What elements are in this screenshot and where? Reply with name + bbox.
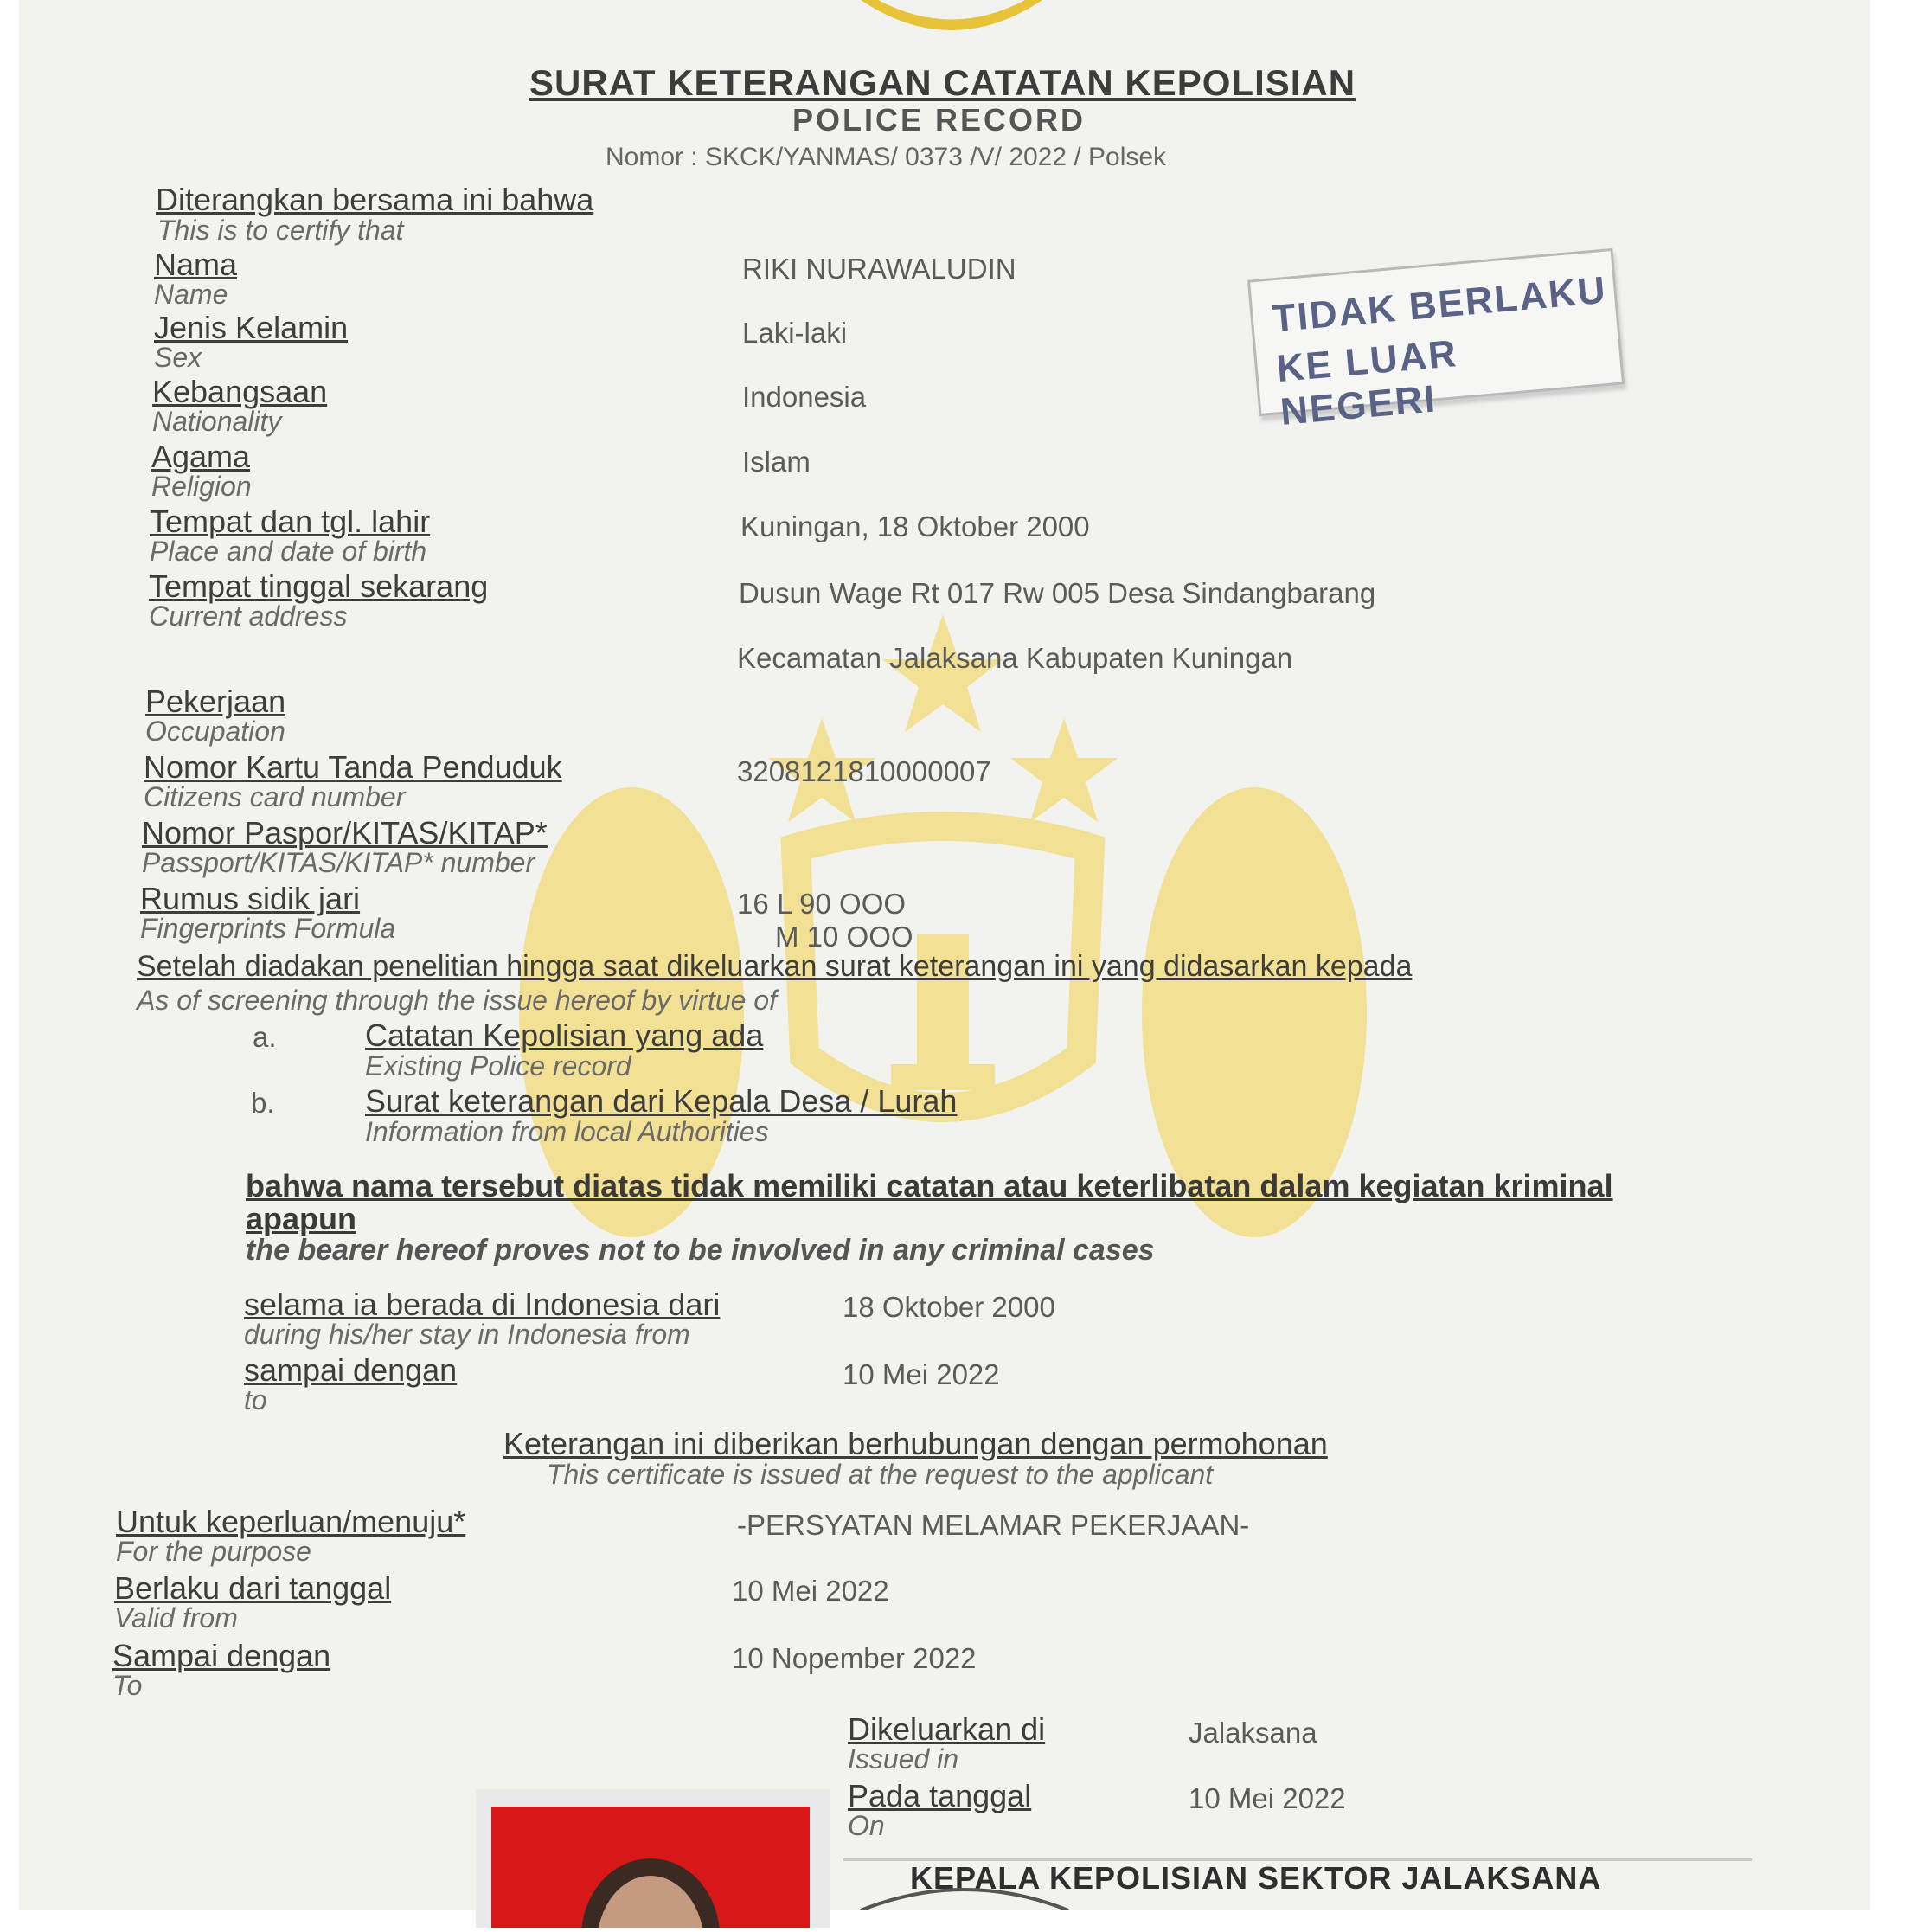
statement-line-1: bahwa nama tersebut diatas tidak memiliki catatan atau keterlibatan dalam kegiatan kriminal <box>246 1168 1613 1203</box>
stay-to-value: 10 Mei 2022 <box>843 1358 1000 1390</box>
document-subtitle: POLICE RECORD <box>792 102 1086 138</box>
intro-en: This is to certify that <box>157 215 404 246</box>
field-value: Dusun Wage Rt 017 Rw 005 Desa Sindangbarang <box>739 577 1376 609</box>
stay-to-label: sampai dengan <box>244 1352 458 1388</box>
field-value: RIKI NURAWALUDIN <box>742 253 1016 285</box>
field-value: Kuningan, 18 Oktober 2000 <box>740 510 1090 542</box>
field-value-2: Kecamatan Jalaksana Kabupaten Kuningan <box>737 642 1293 674</box>
applicant-photo <box>491 1807 810 1928</box>
signatory-title: KEPALA KEPOLISIAN SEKTOR JALAKSANA <box>910 1860 1602 1896</box>
field-value: Laki-laki <box>742 317 848 349</box>
field-value-2: M 10 OOO <box>775 921 913 953</box>
police-emblem-watermark <box>484 606 1401 1263</box>
issued-on-value: 10 Mei 2022 <box>1189 1782 1346 1814</box>
stay-from-value: 18 Oktober 2000 <box>843 1291 1055 1323</box>
field-value: 16 L 90 OOO <box>737 888 907 920</box>
stay-from-label: selama ia berada di Indonesia dari <box>244 1287 721 1322</box>
valid-to-value: 10 Nopember 2022 <box>732 1642 977 1674</box>
screening-id: Setelah diadakan penelitian hingga saat dikeluarkan surat keterangan ini yang didasarkan kepada <box>137 950 1413 983</box>
intro-id: Diterangkan bersama ini bahwa <box>156 182 594 217</box>
valid-from-value: 10 Mei 2022 <box>732 1575 889 1607</box>
official-seal <box>852 1877 1077 1910</box>
document-number: Nomor : SKCK/YANMAS/ 0373 /V/ 2022 / Polsek <box>606 143 1167 171</box>
issued-note-id: Keterangan ini diberikan berhubungan dengan permohonan <box>503 1426 1328 1461</box>
police-emblem-top <box>852 0 1051 43</box>
statement-line-2: apapun <box>246 1201 357 1236</box>
field-value: 3208121810000007 <box>737 755 991 787</box>
stay-from-label-en: during his/her stay in Indonesia from <box>244 1319 690 1350</box>
field-value: Indonesia <box>742 381 867 413</box>
statement-en: the bearer hereof proves not to be involved in any criminal cases <box>246 1234 1155 1267</box>
screening-en: As of screening through the issue hereof by virtue of <box>137 985 777 1016</box>
document-title: SURAT KETERANGAN CATATAN KEPOLISIAN <box>529 62 1356 103</box>
star-icon <box>1010 718 1118 822</box>
stay-to-label-en: to <box>244 1384 267 1415</box>
field-value: Islam <box>742 446 811 478</box>
validity-stamp: TIDAK BERLAKU KE LUAR NEGERI <box>1247 248 1625 416</box>
person-icon <box>491 1807 810 1928</box>
purpose-value: -PERSYATAN MELAMAR PEKERJAAN- <box>737 1509 1250 1541</box>
issued-in-value: Jalaksana <box>1189 1717 1317 1749</box>
issued-note-en: This certificate is issued at the request to the applicant <box>547 1459 1214 1490</box>
